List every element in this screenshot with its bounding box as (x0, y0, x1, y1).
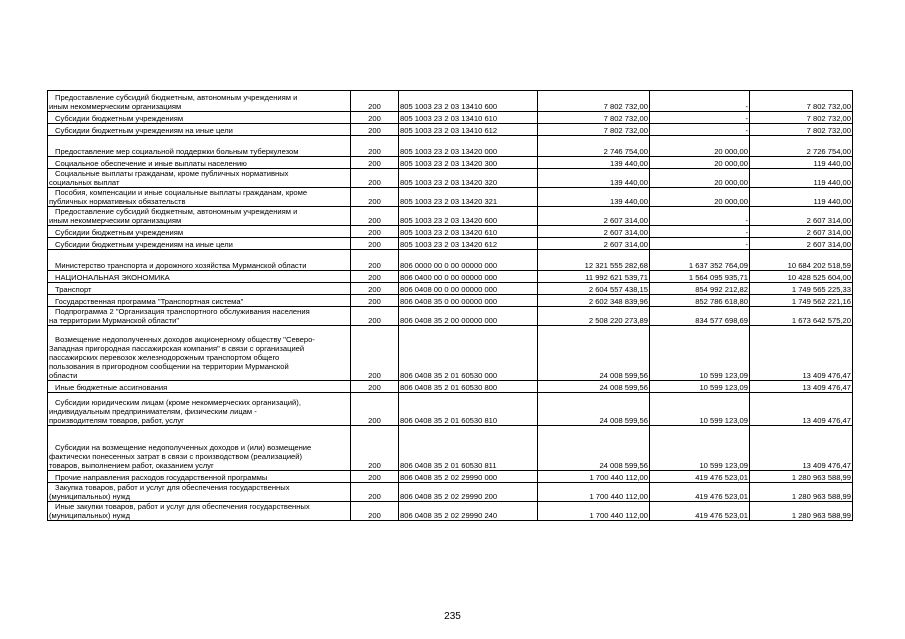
item-name-line: Социальные выплаты гражданам, кроме публичных нормативных (55, 169, 289, 178)
classification-code: 806 0408 35 2 02 29990 240 (399, 502, 538, 521)
executed-amount: - (650, 238, 750, 250)
classification-code: 806 0408 35 2 00 00000 000 (399, 307, 538, 326)
table-row (48, 471, 853, 483)
classification-code: 806 0408 35 2 02 29990 000 (399, 471, 538, 483)
item-name-line: на территории Мурманской области" (49, 316, 180, 325)
table-row (48, 250, 853, 271)
table-row (48, 483, 853, 502)
item-name (48, 307, 351, 326)
assigned-amount: 1 700 440 112,00 (538, 471, 650, 483)
item-name (48, 393, 351, 426)
remaining-amount: 10 428 525 604,00 (750, 271, 853, 283)
executed-amount: 10 599 123,09 (650, 426, 750, 471)
executed-amount: - (650, 207, 750, 226)
budget-table-body (48, 91, 853, 521)
table-row (48, 136, 853, 157)
budget-code: 200 (351, 307, 399, 326)
remaining-amount: 1 749 562 221,16 (750, 295, 853, 307)
budget-table (47, 90, 853, 521)
item-name-line: товаров, выполнением работ, оказанием услуг (49, 461, 214, 470)
remaining-amount: 1 749 565 225,33 (750, 283, 853, 295)
item-name-line: Субсидии бюджетным учреждениям на иные цели (55, 240, 233, 249)
page-number: 235 (444, 611, 461, 622)
executed-amount: 20 000,00 (650, 188, 750, 207)
item-name-line: Социальное обеспечение и иные выплаты населению (55, 159, 247, 168)
item-name-line: (муниципальных) нужд (49, 511, 131, 520)
item-name-line: пользования в пригородном сообщении на территории Мурманской (49, 362, 289, 371)
item-name-line: иным некоммерческим организациям (49, 216, 182, 225)
item-name (48, 112, 351, 124)
item-name (48, 295, 351, 307)
table-row (48, 91, 853, 112)
item-name-line: Западная пригородная пассажирская компания" в связи с организацией (49, 344, 305, 353)
item-name (48, 271, 351, 283)
budget-code: 200 (351, 326, 399, 381)
budget-code: 200 (351, 188, 399, 207)
assigned-amount: 2 604 557 438,15 (538, 283, 650, 295)
budget-code: 200 (351, 250, 399, 271)
item-name (48, 136, 351, 157)
assigned-amount: 7 802 732,00 (538, 112, 650, 124)
item-name (48, 238, 351, 250)
item-name-line: Субсидии бюджетным учреждениям на иные цели (55, 126, 233, 135)
remaining-amount: 10 684 202 518,59 (750, 250, 853, 271)
classification-code: 805 1003 23 2 03 13410 600 (399, 91, 538, 112)
remaining-amount: 2 607 314,00 (750, 207, 853, 226)
item-name (48, 283, 351, 295)
item-name (48, 426, 351, 471)
table-row (48, 112, 853, 124)
executed-amount: 834 577 698,69 (650, 307, 750, 326)
item-name-line: Предоставление мер социальной поддержки больным туберкулезом (55, 147, 299, 156)
table-row (48, 283, 853, 295)
remaining-amount: 13 409 476,47 (750, 393, 853, 426)
item-name-line: Закупка товаров, работ и услуг для обеспечения государственных (55, 483, 290, 492)
classification-code: 805 1003 23 2 03 13420 600 (399, 207, 538, 226)
classification-code: 805 1003 23 2 03 13420 321 (399, 188, 538, 207)
budget-code: 200 (351, 238, 399, 250)
executed-amount: 1 564 095 935,71 (650, 271, 750, 283)
item-name-line: Субсидии бюджетным учреждениям (55, 114, 184, 123)
item-name-line: иным некоммерческим организациям (49, 102, 182, 111)
item-name-line: индивидуальным предпринимателям, физическим лицам - (49, 407, 257, 416)
remaining-amount: 1 280 963 588,99 (750, 483, 853, 502)
executed-amount: 1 637 352 764,09 (650, 250, 750, 271)
budget-code: 200 (351, 226, 399, 238)
assigned-amount: 2 607 314,00 (538, 238, 650, 250)
item-name-line: Транспорт (55, 285, 92, 294)
classification-code: 806 0408 35 0 00 00000 000 (399, 295, 538, 307)
table-row (48, 188, 853, 207)
item-name (48, 483, 351, 502)
item-name (48, 207, 351, 226)
classification-code: 805 1003 23 2 03 13410 610 (399, 112, 538, 124)
classification-code: 806 0408 35 2 01 60530 810 (399, 393, 538, 426)
executed-amount: 419 476 523,01 (650, 483, 750, 502)
budget-code: 200 (351, 381, 399, 393)
item-name-line: Иные бюджетные ассигнования (55, 383, 168, 392)
item-name-line: Иные закупки товаров, работ и услуг для обеспечения государственных (55, 502, 310, 511)
remaining-amount: 13 409 476,47 (750, 426, 853, 471)
budget-code: 200 (351, 295, 399, 307)
assigned-amount: 24 008 599,56 (538, 381, 650, 393)
item-name (48, 169, 351, 188)
assigned-amount: 2 508 220 273,89 (538, 307, 650, 326)
item-name (48, 188, 351, 207)
item-name-line: Субсидии бюджетным учреждениям (55, 228, 184, 237)
classification-code: 805 1003 23 2 03 13420 300 (399, 157, 538, 169)
item-name-line: публичных нормативных обязательств (49, 197, 186, 206)
classification-code: 805 1003 23 2 03 13420 612 (399, 238, 538, 250)
table-row (48, 393, 853, 426)
table-row (48, 271, 853, 283)
classification-code: 806 0408 35 2 01 60530 811 (399, 426, 538, 471)
table-row (48, 426, 853, 471)
item-name-line: НАЦИОНАЛЬНАЯ ЭКОНОМИКА (55, 273, 170, 282)
item-name-line: Министерство транспорта и дорожного хозяйства Мурманской области (55, 261, 307, 270)
item-name (48, 250, 351, 271)
table-row (48, 502, 853, 521)
assigned-amount: 139 440,00 (538, 157, 650, 169)
remaining-amount: 2 607 314,00 (750, 238, 853, 250)
table-row (48, 326, 853, 381)
budget-code: 200 (351, 169, 399, 188)
executed-amount: 10 599 123,09 (650, 393, 750, 426)
classification-code: 805 1003 23 2 03 13420 610 (399, 226, 538, 238)
classification-code: 806 0000 00 0 00 00000 000 (399, 250, 538, 271)
executed-amount: 852 786 618,80 (650, 295, 750, 307)
budget-code: 200 (351, 426, 399, 471)
remaining-amount: 1 673 642 575,20 (750, 307, 853, 326)
item-name-line: Предоставление субсидий бюджетным, автономным учреждениям и (55, 93, 298, 102)
budget-code: 200 (351, 283, 399, 295)
assigned-amount: 2 607 314,00 (538, 226, 650, 238)
executed-amount: 20 000,00 (650, 169, 750, 188)
assigned-amount: 24 008 599,56 (538, 426, 650, 471)
budget-code: 200 (351, 502, 399, 521)
executed-amount: 419 476 523,01 (650, 502, 750, 521)
budget-code: 200 (351, 393, 399, 426)
executed-amount: - (650, 91, 750, 112)
assigned-amount: 2 607 314,00 (538, 207, 650, 226)
table-row (48, 295, 853, 307)
remaining-amount: 13 409 476,47 (750, 381, 853, 393)
table-row (48, 381, 853, 393)
assigned-amount: 11 992 621 539,71 (538, 271, 650, 283)
item-name (48, 502, 351, 521)
assigned-amount: 7 802 732,00 (538, 91, 650, 112)
assigned-amount: 24 008 599,56 (538, 326, 650, 381)
remaining-amount: 7 802 732,00 (750, 91, 853, 112)
item-name (48, 471, 351, 483)
assigned-amount: 2 746 754,00 (538, 136, 650, 157)
executed-amount: 419 476 523,01 (650, 471, 750, 483)
item-name-line: области (49, 371, 78, 380)
item-name (48, 91, 351, 112)
item-name-line: производителям товаров, работ, услуг (49, 416, 184, 425)
table-row (48, 169, 853, 188)
classification-code: 806 0408 35 2 02 29990 200 (399, 483, 538, 502)
classification-code: 805 1003 23 2 03 13420 320 (399, 169, 538, 188)
item-name-line: Государственная программа "Транспортная система" (55, 297, 244, 306)
budget-code: 200 (351, 471, 399, 483)
remaining-amount: 2 607 314,00 (750, 226, 853, 238)
budget-code: 200 (351, 112, 399, 124)
remaining-amount: 2 726 754,00 (750, 136, 853, 157)
item-name-line: социальных выплат (49, 178, 120, 187)
item-name-line: Возмещение недополученных доходов акционерному обществу "Северо- (55, 335, 315, 344)
budget-code: 200 (351, 157, 399, 169)
executed-amount: - (650, 226, 750, 238)
table-row (48, 307, 853, 326)
classification-code: 806 0408 35 2 01 60530 800 (399, 381, 538, 393)
item-name (48, 326, 351, 381)
budget-code: 200 (351, 483, 399, 502)
executed-amount: 20 000,00 (650, 136, 750, 157)
budget-code: 200 (351, 271, 399, 283)
executed-amount: - (650, 112, 750, 124)
remaining-amount: 13 409 476,47 (750, 326, 853, 381)
item-name (48, 124, 351, 136)
classification-code: 805 1003 23 2 03 13420 000 (399, 136, 538, 157)
budget-code: 200 (351, 91, 399, 112)
remaining-amount: 7 802 732,00 (750, 112, 853, 124)
assigned-amount: 1 700 440 112,00 (538, 483, 650, 502)
item-name (48, 157, 351, 169)
executed-amount: 10 599 123,09 (650, 326, 750, 381)
item-name-line: Субсидии юридическим лицам (кроме некоммерческих организаций), (55, 398, 301, 407)
classification-code: 806 0400 00 0 00 00000 000 (399, 271, 538, 283)
remaining-amount: 1 280 963 588,99 (750, 471, 853, 483)
classification-code: 806 0408 35 2 01 60530 000 (399, 326, 538, 381)
remaining-amount: 7 802 732,00 (750, 124, 853, 136)
assigned-amount: 1 700 440 112,00 (538, 502, 650, 521)
assigned-amount: 12 321 555 282,68 (538, 250, 650, 271)
budget-code: 200 (351, 124, 399, 136)
table-row (48, 238, 853, 250)
item-name-line: (муниципальных) нужд (49, 492, 131, 501)
table-row (48, 226, 853, 238)
classification-code: 806 0408 00 0 00 00000 000 (399, 283, 538, 295)
table-row (48, 207, 853, 226)
item-name-line: Подпрограмма 2 "Организация транспортного обслуживания населения (55, 307, 310, 316)
remaining-amount: 119 440,00 (750, 188, 853, 207)
remaining-amount: 119 440,00 (750, 169, 853, 188)
assigned-amount: 24 008 599,56 (538, 393, 650, 426)
table-row (48, 124, 853, 136)
assigned-amount: 139 440,00 (538, 169, 650, 188)
item-name (48, 381, 351, 393)
assigned-amount: 2 602 348 839,96 (538, 295, 650, 307)
item-name-line: Предоставление субсидий бюджетным, автономным учреждениям и (55, 207, 298, 216)
executed-amount: - (650, 124, 750, 136)
item-name-line: Прочие направления расходов государственной программы (55, 473, 268, 482)
item-name-line: фактически понесенных затрат в связи с производством (реализацией) (49, 452, 303, 461)
item-name-line: Субсидии на возмещение недополученных доходов и (или) возмещение (55, 443, 312, 452)
item-name (48, 226, 351, 238)
budget-code: 200 (351, 207, 399, 226)
item-name-line: Пособия, компенсации и иные социальные выплаты гражданам, кроме (55, 188, 308, 197)
executed-amount: 854 992 212,82 (650, 283, 750, 295)
remaining-amount: 1 280 963 588,99 (750, 502, 853, 521)
executed-amount: 10 599 123,09 (650, 381, 750, 393)
table-row (48, 157, 853, 169)
executed-amount: 20 000,00 (650, 157, 750, 169)
assigned-amount: 139 440,00 (538, 188, 650, 207)
item-name-line: пассажирских перевозок железнодорожным транспортом общего (49, 353, 280, 362)
remaining-amount: 119 440,00 (750, 157, 853, 169)
classification-code: 805 1003 23 2 03 13410 612 (399, 124, 538, 136)
assigned-amount: 7 802 732,00 (538, 124, 650, 136)
budget-code: 200 (351, 136, 399, 157)
